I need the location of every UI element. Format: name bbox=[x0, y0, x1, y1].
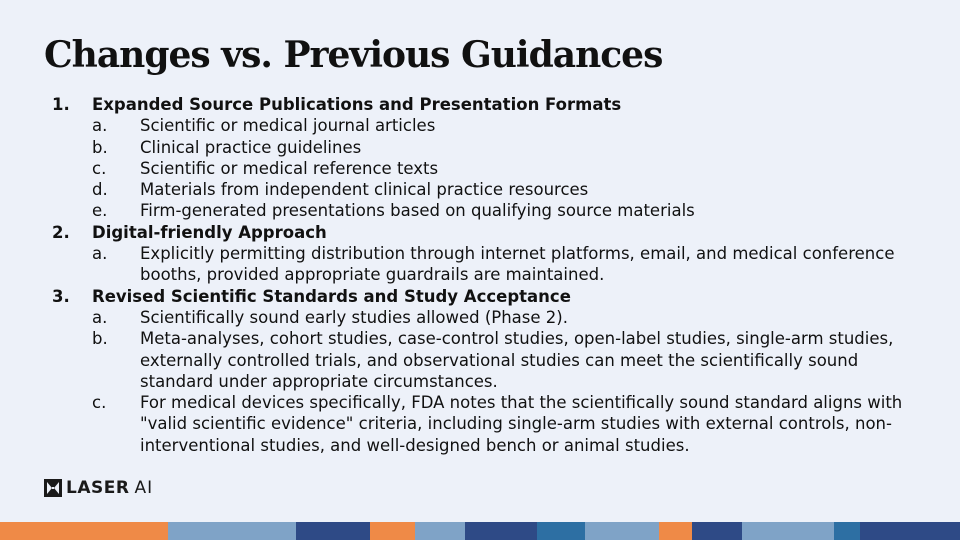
sub-item-letter: a. bbox=[92, 244, 108, 264]
footer-bar-segment bbox=[537, 522, 585, 540]
sub-item bbox=[92, 115, 932, 136]
sub-item bbox=[92, 200, 932, 221]
footer-color-bar bbox=[0, 522, 960, 540]
footer-bar-segment bbox=[415, 522, 465, 540]
laser-ai-logo-icon bbox=[44, 479, 62, 497]
footer-bar-segment bbox=[585, 522, 659, 540]
sub-item-text: For medical devices specifically, FDA notes that the scientifically sound standard aligns with "valid scientific evidence" criteria, including single-arm studies with external controls, non-interventional studies, and well-designed bench or animal studies. bbox=[140, 393, 903, 455]
list-item bbox=[52, 222, 932, 286]
list-item bbox=[52, 94, 932, 222]
sub-item-text: Firm-generated presentations based on qualifying source materials bbox=[140, 201, 695, 221]
sub-item bbox=[92, 392, 932, 456]
sub-item-text: Meta-analyses, cohort studies, case-control studies, open-label studies, single-arm studies, externally controlled trials, and observational studies can meet the scientifically sound standard under appropriate circumstances. bbox=[140, 329, 894, 391]
sub-item-text: Materials from independent clinical practice resources bbox=[140, 180, 589, 200]
sub-item-letter: b. bbox=[92, 329, 108, 349]
footer-bar-segment bbox=[0, 522, 168, 540]
sub-item-text: Clinical practice guidelines bbox=[140, 137, 362, 157]
item-heading: Expanded Source Publications and Presentation Formats bbox=[92, 95, 622, 114]
item-heading: Revised Scientific Standards and Study Acceptance bbox=[92, 286, 571, 306]
sub-item-text: Scientifically sound early studies allowed (Phase 2). bbox=[140, 307, 568, 327]
page-title: Changes vs. Previous Guidances bbox=[44, 34, 663, 76]
logo-text-laser: LASER bbox=[66, 478, 130, 498]
footer-bar-segment bbox=[659, 522, 692, 540]
sub-item bbox=[92, 158, 932, 179]
sub-item-text: Scientific or medical reference texts bbox=[140, 158, 439, 178]
sub-item-letter: e. bbox=[92, 201, 108, 221]
sub-item bbox=[92, 307, 932, 328]
list-item bbox=[52, 286, 932, 456]
sub-item-letter: c. bbox=[92, 393, 107, 413]
sub-item-letter: a. bbox=[92, 116, 108, 136]
sub-item-letter: d. bbox=[92, 180, 108, 200]
footer-bar-segment bbox=[370, 522, 415, 540]
sub-item-text: Explicitly permitting distribution through internet platforms, email, and medical conference booths, provided appropriate guardrails are maintained. bbox=[140, 244, 895, 285]
item-number: 3. bbox=[52, 286, 70, 306]
footer-bar-segment bbox=[168, 522, 296, 540]
footer-bar-segment bbox=[692, 522, 742, 540]
sub-item bbox=[92, 243, 932, 286]
item-number: 2. bbox=[52, 222, 70, 242]
item-number: 1. bbox=[52, 95, 70, 114]
footer-bar-segment bbox=[465, 522, 537, 540]
sub-item-letter: a. bbox=[92, 307, 108, 327]
item-heading: Digital-friendly Approach bbox=[92, 222, 327, 242]
sub-item-text: Scientific or medical journal articles bbox=[140, 116, 436, 136]
footer-bar-segment bbox=[834, 522, 860, 540]
footer-bar-segment bbox=[296, 522, 370, 540]
footer-bar-segment bbox=[860, 522, 960, 540]
sub-item-letter: b. bbox=[92, 137, 108, 157]
logo-text-ai: AI bbox=[134, 478, 154, 498]
sub-item bbox=[92, 328, 932, 392]
sub-item-letter: c. bbox=[92, 158, 107, 178]
sub-item bbox=[92, 137, 932, 158]
laser-ai-logo bbox=[44, 478, 153, 498]
sub-item bbox=[92, 179, 932, 200]
changes-list bbox=[52, 94, 932, 456]
footer-bar-segment bbox=[742, 522, 834, 540]
